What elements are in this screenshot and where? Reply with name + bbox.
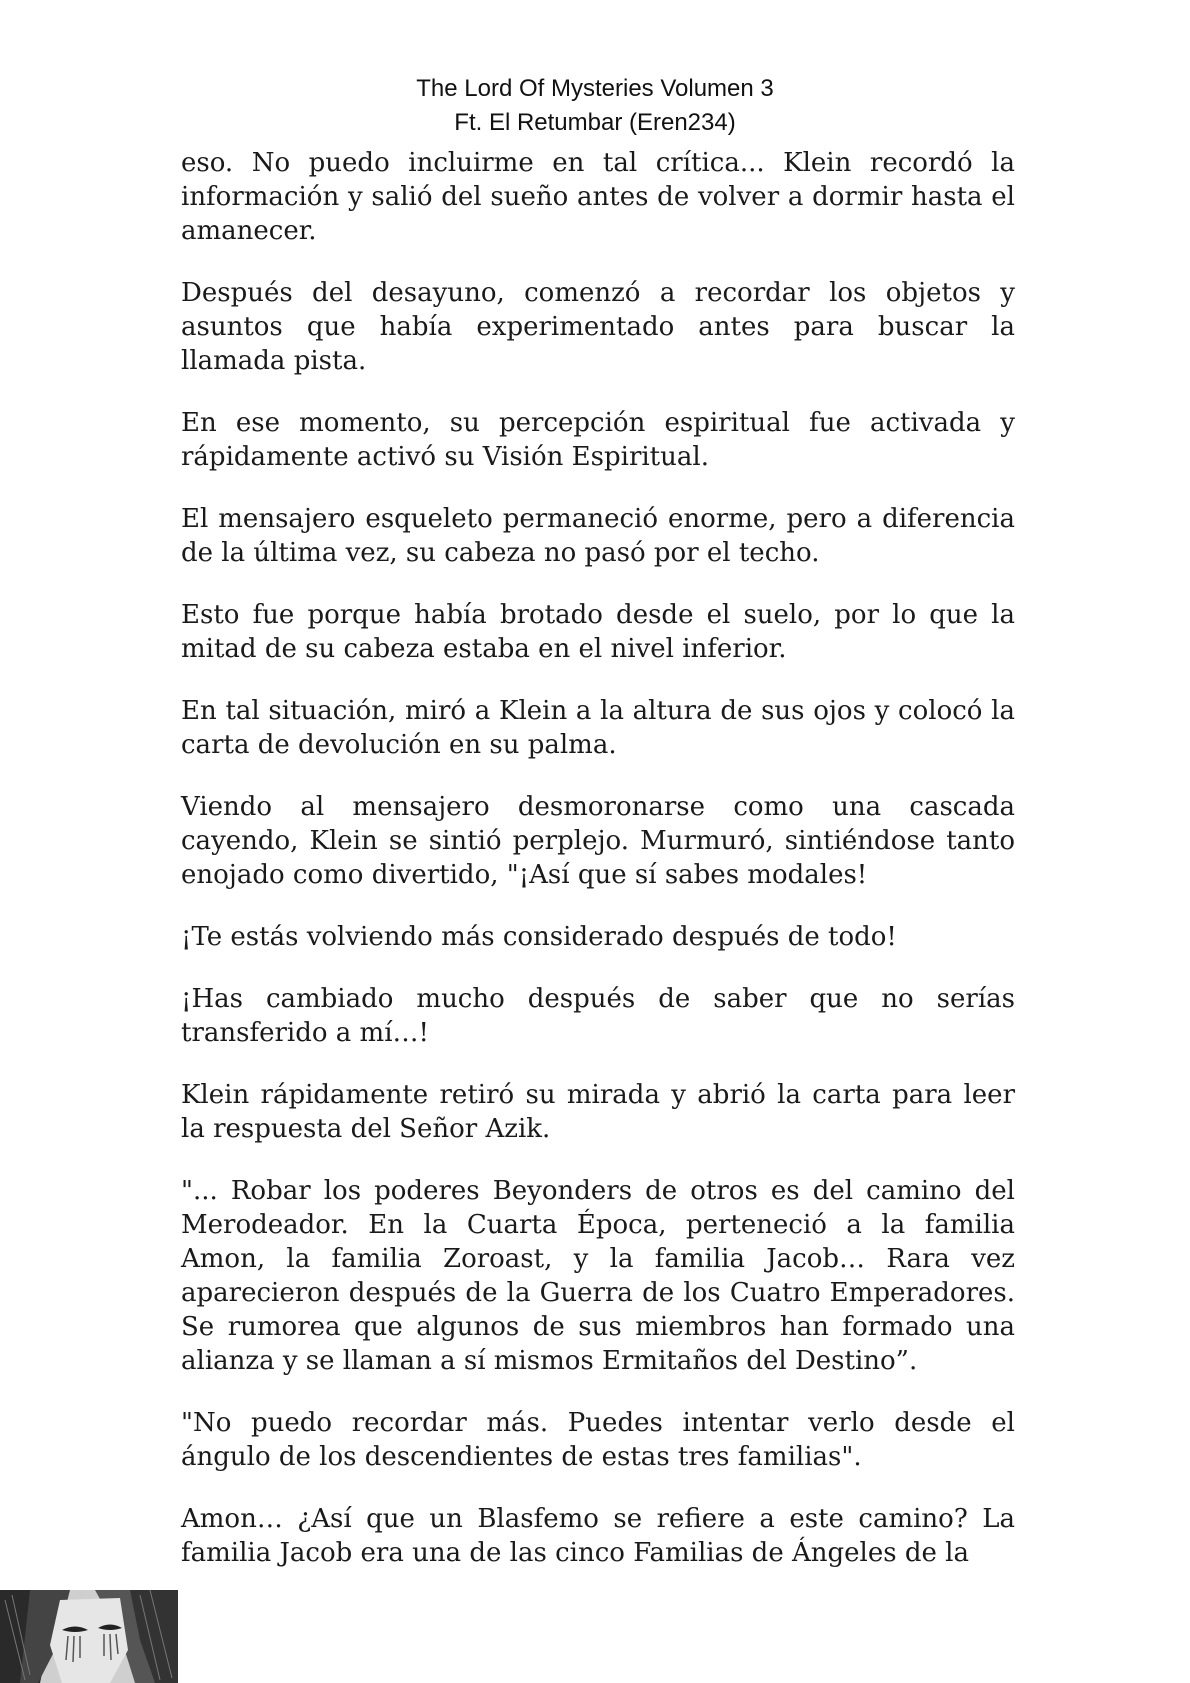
- paragraph: Klein rápidamente retiró su mirada y abrió la carta para leer la respuesta del Señor Azik.: [181, 1080, 1015, 1144]
- paragraph: "... Robar los poderes Beyonders de otros es del camino del Merodeador. En la Cuarta Época, perteneció a la familia Amon, la familia Zoroast, y la familia Jacob… Rara vez aparecieron después de la Guerra de los Cuatro Emperadores. Se rumorea que algunos de sus miembros han formado una alianza y se llaman a sí mismos Ermitaños del Destino”.: [181, 1176, 1015, 1376]
- header-subtitle: Ft. El Retumbar (Eren234): [454, 109, 736, 136]
- paragraph: ¡Te estás volviendo más considerado después de todo!: [181, 922, 897, 952]
- page-header: [0, 72, 1190, 140]
- paragraph: "No puedo recordar más. Puedes intentar verlo desde el ángulo de los descendientes de estas tres familias".: [181, 1408, 1015, 1472]
- manga-character-thumbnail: [0, 1590, 178, 1683]
- paragraph: eso. No puedo incluirme en tal crítica... Klein recordó la información y salió del sueño antes de volver a dormir hasta el amanecer.: [181, 148, 1015, 246]
- paragraph: El mensajero esqueleto permaneció enorme, pero a diferencia de la última vez, su cabeza no pasó por el techo.: [181, 504, 1015, 568]
- header-title: The Lord Of Mysteries Volumen 3: [416, 75, 774, 102]
- paragraph: Amon… ¿Así que un Blasfemo se refiere a este camino? La familia Jacob era una de las cinco Familias de Ángeles de la: [181, 1504, 1015, 1568]
- body-text: [181, 146, 1015, 1598]
- paragraph: Viendo al mensajero desmoronarse como una cascada cayendo, Klein se sintió perplejo. Murmuró, sintiéndose tanto enojado como divertido, "¡Así que sí sabes modales!: [181, 792, 1015, 890]
- paragraph: En tal situación, miró a Klein a la altura de sus ojos y colocó la carta de devolución en su palma.: [181, 696, 1015, 760]
- paragraph: En ese momento, su percepción espiritual fue activada y rápidamente activó su Visión Espiritual.: [181, 408, 1015, 472]
- paragraph: Después del desayuno, comenzó a recordar los objetos y asuntos que había experimentado antes para buscar la llamada pista.: [181, 278, 1015, 376]
- paragraph: ¡Has cambiado mucho después de saber que no serías transferido a mí…!: [181, 984, 1015, 1048]
- paragraph: Esto fue porque había brotado desde el suelo, por lo que la mitad de su cabeza estaba en el nivel inferior.: [181, 600, 1015, 664]
